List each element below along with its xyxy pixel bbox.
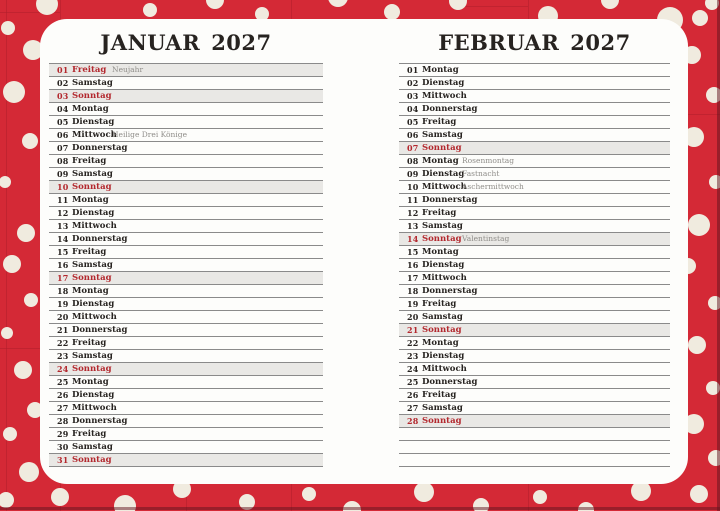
day-name: Dienstag [72, 299, 115, 309]
day-row [49, 376, 323, 389]
month-page-february [399, 19, 670, 484]
day-row [49, 168, 323, 181]
day-row [49, 181, 323, 194]
day-name: Samstag [72, 78, 113, 88]
day-number: 26 [407, 390, 419, 400]
day-name: Freitag [72, 156, 107, 166]
polka-dot [24, 293, 38, 307]
day-number: 22 [407, 338, 419, 348]
day-number: 23 [407, 351, 419, 361]
empty-row [399, 441, 670, 454]
day-number: 29 [57, 429, 69, 439]
day-name: Mittwoch [422, 273, 467, 283]
day-row [49, 194, 323, 207]
day-row [399, 116, 670, 129]
day-name: Dienstag [422, 78, 465, 88]
day-name: Mittwoch [422, 364, 467, 374]
day-number: 09 [407, 169, 419, 179]
day-number: 28 [407, 416, 419, 426]
polka-dot [3, 255, 21, 273]
day-row [399, 376, 670, 389]
day-number: 03 [407, 91, 419, 101]
day-row [399, 207, 670, 220]
day-note: Neujahr [112, 65, 144, 74]
day-row [49, 246, 323, 259]
day-name: Sonntag [422, 234, 462, 244]
day-row [49, 402, 323, 415]
polka-dot [14, 361, 32, 379]
polka-dot [1, 327, 13, 339]
day-row [399, 220, 670, 233]
day-row [49, 77, 323, 90]
day-row [49, 428, 323, 441]
polka-dot [688, 336, 706, 354]
day-number: 10 [57, 182, 69, 192]
day-row [49, 259, 323, 272]
day-name: Montag [422, 338, 459, 348]
day-number: 02 [407, 78, 419, 88]
day-note: Fastnacht [462, 169, 500, 178]
day-number: 03 [57, 91, 69, 101]
day-number: 17 [407, 273, 419, 283]
day-number: 25 [407, 377, 419, 387]
day-number: 15 [407, 247, 419, 257]
polka-dot [3, 81, 25, 103]
day-number: 04 [407, 104, 419, 114]
day-name: Samstag [72, 260, 113, 270]
day-number: 08 [407, 156, 419, 166]
day-name: Sonntag [72, 182, 112, 192]
day-number: 18 [57, 286, 69, 296]
day-number: 11 [407, 195, 419, 205]
pattern-seam [688, 114, 720, 115]
day-number: 16 [407, 260, 419, 270]
day-row [399, 246, 670, 259]
day-row [399, 194, 670, 207]
day-name: Montag [422, 65, 459, 75]
day-name: Sonntag [72, 364, 112, 374]
day-number: 13 [57, 221, 69, 231]
day-name: Samstag [72, 169, 113, 179]
polka-dot [328, 0, 348, 7]
day-row [399, 298, 670, 311]
day-name: Samstag [422, 130, 463, 140]
day-number: 05 [57, 117, 69, 127]
day-name: Freitag [422, 117, 457, 127]
polka-dot [17, 224, 35, 242]
day-name: Mittwoch [72, 221, 117, 231]
day-name: Mittwoch [72, 403, 117, 413]
day-row [49, 64, 323, 77]
day-name: Freitag [422, 208, 457, 218]
day-number: 18 [407, 286, 419, 296]
day-name: Mittwoch [422, 91, 467, 101]
day-number: 31 [57, 455, 69, 465]
day-row [399, 168, 670, 181]
polka-dot [0, 492, 14, 508]
day-number: 09 [57, 169, 69, 179]
day-name: Sonntag [422, 143, 462, 153]
day-name: Mittwoch [422, 182, 467, 192]
day-name: Montag [72, 195, 109, 205]
day-note: Aschermittwoch [462, 182, 524, 191]
day-name: Dienstag [72, 390, 115, 400]
day-name: Freitag [72, 247, 107, 257]
day-list [49, 63, 323, 467]
polka-dot [449, 0, 467, 10]
month-name: JANUAR [100, 30, 201, 55]
pattern-seam [0, 348, 40, 349]
day-name: Dienstag [422, 351, 465, 361]
day-number: 06 [407, 130, 419, 140]
day-name: Montag [422, 247, 459, 257]
day-number: 15 [57, 247, 69, 257]
day-row [49, 103, 323, 116]
day-number: 06 [57, 130, 69, 140]
day-number: 14 [407, 234, 419, 244]
day-number: 13 [407, 221, 419, 231]
day-row [399, 90, 670, 103]
empty-row [399, 454, 670, 467]
polka-dot [51, 488, 69, 506]
day-number: 28 [57, 416, 69, 426]
polka-dot [601, 0, 619, 9]
day-number: 07 [57, 143, 69, 153]
day-row [49, 116, 323, 129]
empty-row [399, 428, 670, 441]
day-number: 20 [57, 312, 69, 322]
day-number: 19 [57, 299, 69, 309]
day-row [49, 337, 323, 350]
day-row [399, 350, 670, 363]
day-row [399, 259, 670, 272]
day-name: Freitag [72, 338, 107, 348]
day-row [399, 337, 670, 350]
day-row [49, 90, 323, 103]
day-number: 22 [57, 338, 69, 348]
day-name: Dienstag [422, 260, 465, 270]
polka-dot [533, 490, 547, 504]
day-name: Freitag [72, 429, 107, 439]
day-name: Donnerstag [72, 325, 128, 335]
polka-dot [631, 481, 651, 501]
polka-dot [22, 133, 38, 149]
month-title [49, 30, 323, 55]
day-row [399, 64, 670, 77]
day-number: 19 [407, 299, 419, 309]
day-name: Sonntag [422, 416, 462, 426]
day-number: 05 [407, 117, 419, 127]
polka-dot [143, 3, 157, 17]
day-number: 26 [57, 390, 69, 400]
day-number: 30 [57, 442, 69, 452]
day-number: 01 [407, 65, 419, 75]
day-row [399, 402, 670, 415]
day-row [399, 363, 670, 376]
day-number: 20 [407, 312, 419, 322]
month-page-january [49, 19, 323, 484]
day-number: 12 [407, 208, 419, 218]
day-note: Valentinstag [462, 234, 510, 243]
day-row [49, 350, 323, 363]
day-number: 24 [407, 364, 419, 374]
day-name: Mittwoch [72, 130, 117, 140]
day-name: Samstag [422, 312, 463, 322]
day-name: Freitag [72, 65, 107, 75]
day-number: 07 [407, 143, 419, 153]
day-row [49, 220, 323, 233]
polka-dot [688, 214, 710, 236]
polka-dot [3, 427, 17, 441]
day-name: Donnerstag [72, 143, 128, 153]
day-number: 21 [407, 325, 419, 335]
polka-dot [414, 482, 434, 502]
day-name: Donnerstag [72, 416, 128, 426]
day-number: 25 [57, 377, 69, 387]
day-row [49, 441, 323, 454]
day-row [399, 389, 670, 402]
polka-dot [206, 0, 224, 9]
day-number: 04 [57, 104, 69, 114]
day-number: 16 [57, 260, 69, 270]
day-number: 27 [57, 403, 69, 413]
day-row [49, 311, 323, 324]
pattern-seam [460, 6, 528, 7]
calendar-spread [40, 19, 688, 484]
day-row [399, 285, 670, 298]
day-row [399, 324, 670, 337]
day-name: Donnerstag [422, 377, 478, 387]
day-note: Heilige Drei Könige [112, 130, 188, 139]
day-name: Montag [72, 104, 109, 114]
day-row [49, 233, 323, 246]
day-number: 17 [57, 273, 69, 283]
day-row [399, 129, 670, 142]
day-name: Donnerstag [72, 234, 128, 244]
day-row [399, 181, 670, 194]
day-row [49, 363, 323, 376]
day-name: Sonntag [72, 273, 112, 283]
day-number: 01 [57, 65, 69, 75]
day-number: 02 [57, 78, 69, 88]
day-name: Freitag [422, 390, 457, 400]
day-name: Sonntag [72, 455, 112, 465]
photo-edge [0, 507, 720, 510]
day-row [49, 454, 323, 467]
day-row [49, 298, 323, 311]
day-name: Donnerstag [422, 104, 478, 114]
day-number: 12 [57, 208, 69, 218]
day-name: Samstag [72, 351, 113, 361]
day-name: Dienstag [72, 208, 115, 218]
day-name: Samstag [422, 403, 463, 413]
day-row [399, 77, 670, 90]
day-name: Samstag [72, 442, 113, 452]
day-number: 21 [57, 325, 69, 335]
day-row [399, 233, 670, 246]
day-row [399, 415, 670, 428]
day-row [49, 272, 323, 285]
day-number: 14 [57, 234, 69, 244]
day-number: 27 [407, 403, 419, 413]
polka-dot [19, 462, 39, 482]
month-title [399, 30, 670, 55]
day-row [399, 142, 670, 155]
year-label: 2027 [211, 30, 272, 55]
day-name: Montag [72, 286, 109, 296]
day-name: Sonntag [422, 325, 462, 335]
polka-dot [690, 485, 708, 503]
day-row [49, 415, 323, 428]
day-row [399, 103, 670, 116]
day-row [49, 129, 323, 142]
day-number: 23 [57, 351, 69, 361]
day-name: Montag [72, 377, 109, 387]
day-name: Samstag [422, 221, 463, 231]
polka-dot [1, 21, 15, 35]
day-row [399, 155, 670, 168]
day-number: 11 [57, 195, 69, 205]
day-row [399, 311, 670, 324]
day-name: Dienstag [72, 117, 115, 127]
day-number: 10 [407, 182, 419, 192]
day-note: Rosenmontag [462, 156, 515, 165]
polka-dot [0, 176, 11, 188]
day-name: Sonntag [72, 91, 112, 101]
day-row [49, 389, 323, 402]
day-name: Freitag [422, 299, 457, 309]
polka-dot [692, 10, 708, 26]
month-name: FEBRUAR [438, 30, 560, 55]
day-name: Dienstag [422, 169, 465, 179]
day-row [49, 324, 323, 337]
day-name: Donnerstag [422, 286, 478, 296]
day-row [49, 285, 323, 298]
day-row [49, 207, 323, 220]
polka-dot [384, 4, 400, 20]
day-number: 08 [57, 156, 69, 166]
day-row [49, 155, 323, 168]
day-name: Donnerstag [422, 195, 478, 205]
day-name: Montag [422, 156, 459, 166]
day-name: Mittwoch [72, 312, 117, 322]
polka-dot [302, 487, 316, 501]
day-number: 24 [57, 364, 69, 374]
day-list [399, 63, 670, 467]
year-label: 2027 [570, 30, 631, 55]
day-row [399, 272, 670, 285]
day-row [49, 142, 323, 155]
